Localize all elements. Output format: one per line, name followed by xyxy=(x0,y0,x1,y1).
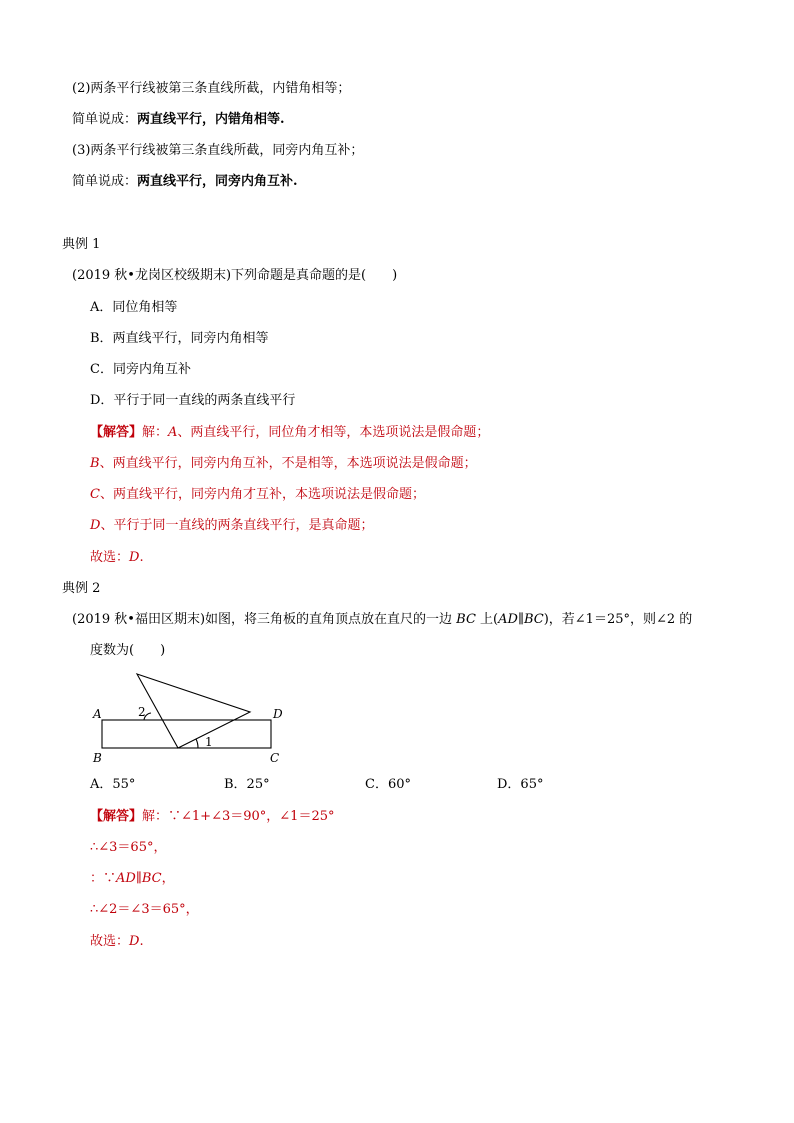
label-d: D xyxy=(273,707,283,721)
answer-line3-suffix: ， xyxy=(161,871,175,886)
conclusion-prefix: 故选： xyxy=(90,934,130,949)
example1-question: (2019 秋•龙岗区校级期末)下列命题是真命题的是( ) xyxy=(72,268,398,283)
example1-option-b: B．两直线平行，同旁内角相等 xyxy=(90,331,269,346)
geometry-figure xyxy=(90,668,290,768)
conclusion-var: D xyxy=(129,934,140,949)
question-bc: BC xyxy=(456,612,476,627)
example2-option-c: C．60° xyxy=(365,777,411,792)
example1-conclusion xyxy=(90,549,144,567)
example2-option-a: A．55° xyxy=(90,777,136,792)
example2-answer-line1 xyxy=(90,808,334,826)
short-prefix: 简单说成： xyxy=(72,112,138,127)
answer-tag: 【解答】 xyxy=(90,425,143,440)
label-b: B xyxy=(93,751,102,765)
conclusion-var: D xyxy=(129,550,140,565)
theorem-3-short xyxy=(72,173,298,191)
answer-var: D xyxy=(90,518,101,533)
example2-question xyxy=(72,611,692,629)
theorem-3: (3)两条平行线被第三条直线所截，同旁内角互补； xyxy=(72,143,364,158)
answer-intro: 解： xyxy=(142,425,169,440)
example2-option-b: B．25° xyxy=(224,777,270,792)
triangle-set-square xyxy=(137,674,250,748)
answer-var: C xyxy=(90,487,100,502)
answer-line3-prefix: ：∵ xyxy=(90,871,117,886)
answer-text: 解：∵∠1+∠3＝90°，∠1＝25° xyxy=(142,809,335,824)
label-angle-1: 1 xyxy=(205,735,213,749)
example1-option-c: C．同旁内角互补 xyxy=(90,362,191,377)
example2-answer-line4: ∴∠2＝∠3＝65°， xyxy=(90,902,199,917)
answer-text: 、平行于同一直线的两条直线平行，是真命题； xyxy=(100,518,374,533)
example1-answer-line-d xyxy=(90,517,373,535)
question-mid: 上( xyxy=(475,612,499,627)
answer-var: A xyxy=(168,425,178,440)
example1-answer-line-c xyxy=(90,486,425,504)
example1-answer-line-a xyxy=(90,424,489,442)
example2-option-d: D．65° xyxy=(497,777,544,792)
label-angle-2: 2 xyxy=(138,705,146,719)
answer-text: 、两直线平行，同位角才相等，本选项说法是假命题； xyxy=(177,425,490,440)
example1-title: 典例 1 xyxy=(62,237,101,252)
example2-answer-line3 xyxy=(90,870,175,888)
label-a: A xyxy=(93,707,102,721)
question-parallel: AD∥BC xyxy=(498,612,544,627)
theorem-2-short xyxy=(72,111,285,129)
example1-option-a: A．同位角相等 xyxy=(90,300,178,315)
answer-text: 、两直线平行，同旁内角才互补，本选项说法是假命题； xyxy=(99,487,425,502)
theorem-2: (2)两条平行线被第三条直线所截，内错角相等； xyxy=(72,81,351,96)
example2-answer-line2: ∴∠3＝65°， xyxy=(90,840,167,855)
answer-line3-expr: AD∥BC xyxy=(116,871,162,886)
example2-question-line2: 度数为( ) xyxy=(90,643,166,658)
example2-conclusion xyxy=(90,933,144,951)
short-statement: 两直线平行，同旁内角互补. xyxy=(137,174,298,189)
example1-option-d: D．平行于同一直线的两条直线平行 xyxy=(90,393,296,408)
question-suffix: )，若∠1＝25°，则∠2 的 xyxy=(543,612,693,627)
conclusion-suffix: . xyxy=(139,550,144,565)
short-statement: 两直线平行，内错角相等. xyxy=(137,112,285,127)
answer-tag: 【解答】 xyxy=(90,809,143,824)
answer-var: B xyxy=(90,456,100,471)
conclusion-suffix: . xyxy=(139,934,144,949)
angle-1-arc xyxy=(196,739,198,748)
short-prefix: 简单说成： xyxy=(72,174,138,189)
label-c: C xyxy=(270,751,280,765)
example1-answer-line-b xyxy=(90,455,477,473)
answer-text: 、两直线平行，同旁内角互补，不是相等，本选项说法是假命题； xyxy=(99,456,477,471)
example2-title: 典例 2 xyxy=(62,581,101,596)
question-prefix: (2019 秋•福田区期末)如图，将三角板的直角顶点放在直尺的一边 xyxy=(72,612,457,627)
conclusion-prefix: 故选： xyxy=(90,550,130,565)
